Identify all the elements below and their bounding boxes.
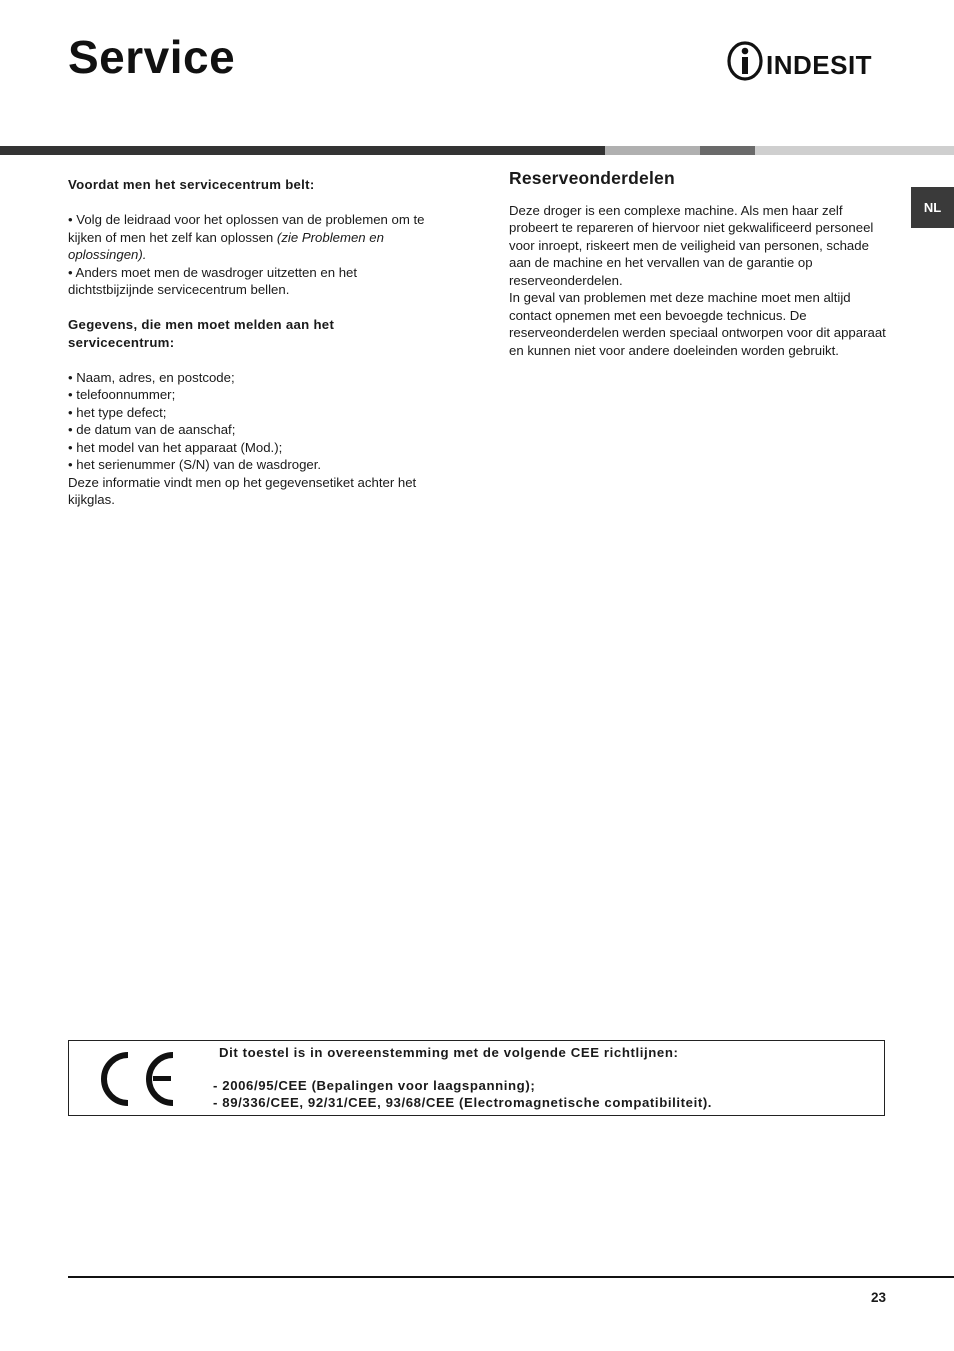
ce-text [213, 1045, 712, 1111]
ce-directive-1: - 2006/95/CEE (Bepalingen voor laagspanning); [213, 1078, 536, 1093]
spare-parts-paragraph-1: Deze droger is een complexe machine. Als men haar zelf probeert te repareren of hiervoor niet gekwalificeerd personeel voor inroept, riskeert men de veiligheid van personen, schade aan de machine en het vervallen van de garantie op reserveonderdelen. [509, 202, 874, 288]
ce-mark-icon [101, 1049, 183, 1109]
list-item: • het serienummer (S/N) van de wasdroger. [68, 457, 322, 472]
indesit-logo [726, 40, 896, 84]
spare-parts-paragraph-2: In geval van problemen met deze machine moet men altijd contact opnemen met een bevoegde technicus. De reserveonderdelen werden speciaal ontworpen voor dit apparaat en kunnen niet voor andere doeleinden worden gebruikt. [509, 290, 886, 358]
bullet-call-service: • Anders moet men de wasdroger uitzetten en het dichtstbijzijnde servicecentrum bellen. [68, 264, 358, 297]
ce-compliance-box [68, 1040, 885, 1116]
list-item: • de datum van de aanschaf; [68, 422, 236, 437]
bullet-troubleshoot-ref: (zie Problemen en oplossingen). [68, 229, 384, 262]
header-bar-pale [755, 146, 954, 155]
bullet-troubleshoot [68, 211, 440, 264]
right-column [509, 170, 891, 359]
ce-directive-2: - 89/336/CEE, 92/31/CEE, 93/68/CEE (Electromagnetische compatibiliteit). [213, 1094, 713, 1110]
page-title: Service [68, 31, 236, 83]
left-column [68, 176, 440, 509]
section-heading-before-calling: Voordat men het servicecentrum belt: [68, 177, 315, 192]
header-bar-mid [700, 146, 755, 155]
closing-note: Deze informatie vindt men op het gegevensetiket achter het kijkglas. [68, 474, 417, 507]
language-tab: NL [911, 187, 954, 228]
section-heading-spare-parts: Reserveonderdelen [509, 168, 675, 188]
page-number: 23 [870, 1290, 886, 1305]
brand-wordmark: INDESIT [766, 50, 873, 80]
header-bar-light [605, 146, 700, 155]
list-item: • het type defect; [68, 404, 167, 420]
bullet-troubleshoot-text: • Volg de leidraad voor het oplossen van de problemen om te kijken of men het zelf kan oplossen [68, 212, 425, 245]
footer-rule [68, 1276, 954, 1278]
section-heading-details: Gegevens, die men moet melden aan het servicecentrum: [68, 317, 335, 350]
ce-heading: Dit toestel is in overeenstemming met de volgende CEE richtlijnen: [219, 1045, 679, 1060]
list-item: • Naam, adres, en postcode; [68, 369, 235, 385]
list-item: • het model van het apparaat (Mod.); [68, 439, 283, 455]
header-bar-dark [0, 146, 605, 155]
list-item: • telefoonnummer; [68, 387, 176, 402]
